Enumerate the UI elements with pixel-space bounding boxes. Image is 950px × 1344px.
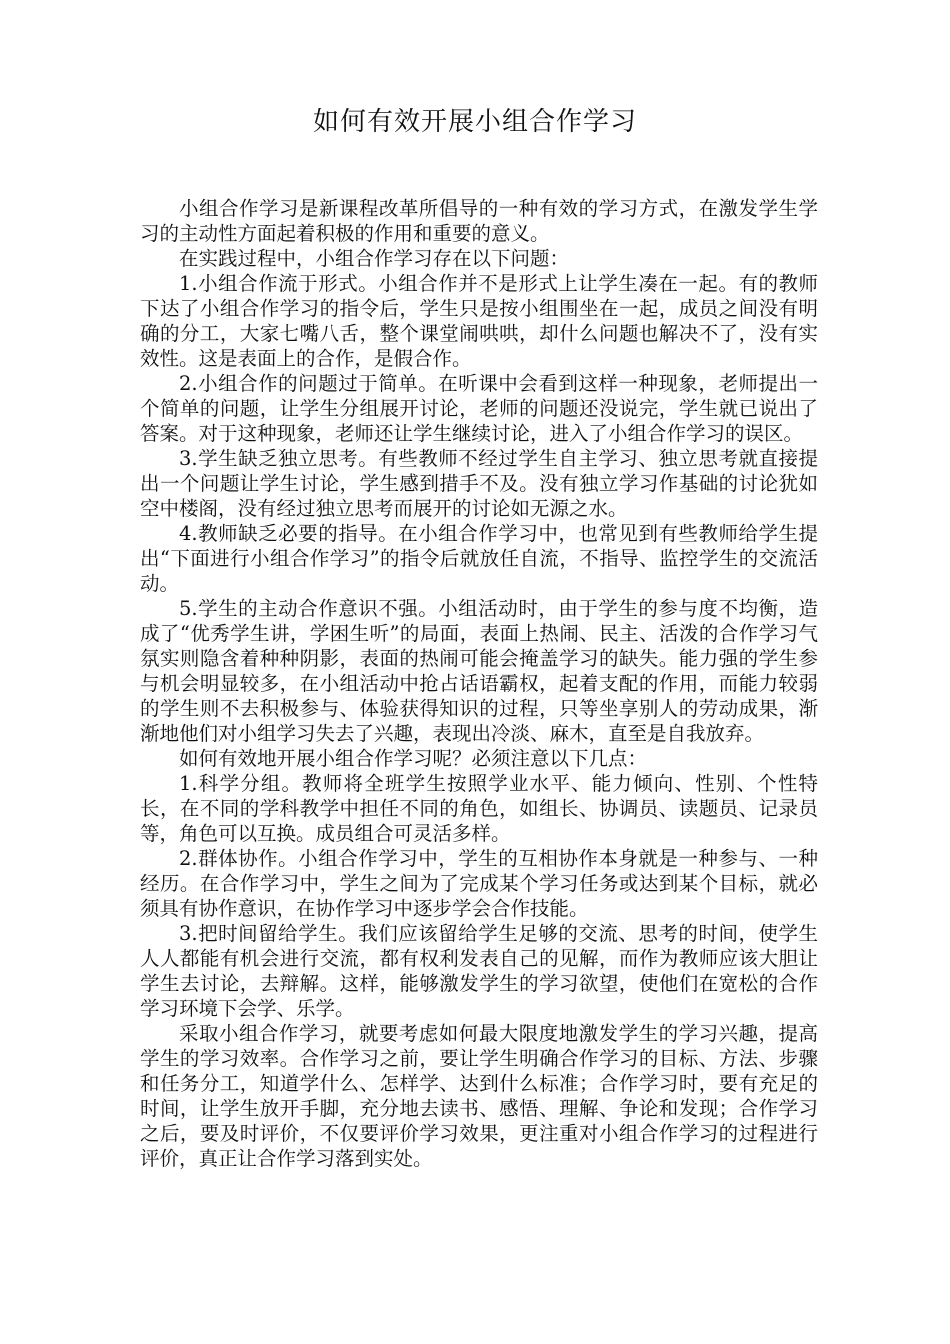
paragraph-solution-1: 1.科学分组。教师将全班学生按照学业水平、能力倾向、性别、个性特长，在不同的学科教学中担任不同的角色，如组长、协调员、读题员、记录员等，角色可以互换。成员组合可灵活多样。 xyxy=(140,772,818,845)
paragraph-solutions-intro: 如何有效地开展小组合作学习呢？必须注意以下几点： xyxy=(179,747,648,770)
paragraph-solution-3: 3.把时间留给学生。我们应该留给学生足够的交流、思考的时间，使学生人人都能有机会进行交流，都有权利发表自己的见解，而作为教师应该大胆让学生去讨论，去辩解。这样，能够激发学生的学习欲望，使他们在宽松的合作学习环境下会学、乐学。 xyxy=(140,922,818,1020)
document-title: 如何有效开展小组合作学习 xyxy=(312,107,637,137)
paragraph-problem-5: 5.学生的主动合作意识不强。小组活动时，由于学生的参与度不均衡，造成了“优秀学生讲，学困生听”的局面，表面上热闹、民主、活泼的合作学习气氛实则隐含着种种阴影，表面的热闹可能会掩盖学习的缺失。能力强的学生参与机会明显较多，在小组活动中抢占话语霸权，起着支配的作用，而能力较弱的学生则不去积极参与、体验获得知识的过程，只等坐享别人的劳动成果，渐渐地他们对小组学习失去了兴趣，表现出冷淡、麻木，直至是自我放弃。 xyxy=(140,597,818,745)
paragraph-problem-2: 2.小组合作的问题过于简单。在听课中会看到这样一种现象，老师提出一个简单的问题，让学生分组展开讨论，老师的问题还没说完，学生就已说出了答案。对于这种现象，老师还让学生继续讨论，进入了小组合作学习的误区。 xyxy=(140,372,818,445)
paragraph-intro: 小组合作学习是新课程改革所倡导的一种有效的学习方式，在激发学生学习的主动性方面起着积极的作用和重要的意义。 xyxy=(140,197,818,245)
paragraph-problem-3: 3.学生缺乏独立思考。有些教师不经过学生自主学习、独立思考就直接提出一个问题让学生讨论，学生感到措手不及。没有独立学习作基础的讨论犹如空中楼阁，没有经过独立思考而展开的讨论如无源之水。 xyxy=(140,447,818,520)
paragraph-conclusion: 采取小组合作学习，就要考虑如何最大限度地激发学生的学习兴趣，提高学生的学习效率。合作学习之前，要让学生明确合作学习的目标、方法、步骤和任务分工，知道学什么、怎样学、达到什么标准；合作学习时，要有充足的时间，让学生放开手脚，充分地去读书、感悟、理解、争论和发现；合作学习之后，要及时评价，不仅要评价学习效果，更注重对小组合作学习的过程进行评价，真正让合作学习落到实处。 xyxy=(140,1022,818,1170)
paragraph-problems-intro: 在实践过程中，小组合作学习存在以下问题： xyxy=(179,247,570,270)
paragraph-problem-1: 1.小组合作流于形式。小组合作并不是形式上让学生凑在一起。有的教师下达了小组合作学习的指令后，学生只是按小组围坐在一起，成员之间没有明确的分工，大家七嘴八舌，整个课堂闹哄哄，却什么问题也解决不了，没有实效性。这是表面上的合作，是假合作。 xyxy=(140,272,818,370)
paragraph-problem-4: 4.教师缺乏必要的指导。在小组合作学习中，也常见到有些教师给学生提出“下面进行小组合作学习”的指令后就放任自流，不指导、监控学生的交流活动。 xyxy=(140,522,818,595)
paragraph-solution-2: 2.群体协作。小组合作学习中，学生的互相协作本身就是一种参与、一种经历。在合作学习中，学生之间为了完成某个学习任务或达到某个目标，就必须具有协作意识，在协作学习中逐步学会合作技能。 xyxy=(140,847,818,920)
document-body xyxy=(140,196,818,1171)
